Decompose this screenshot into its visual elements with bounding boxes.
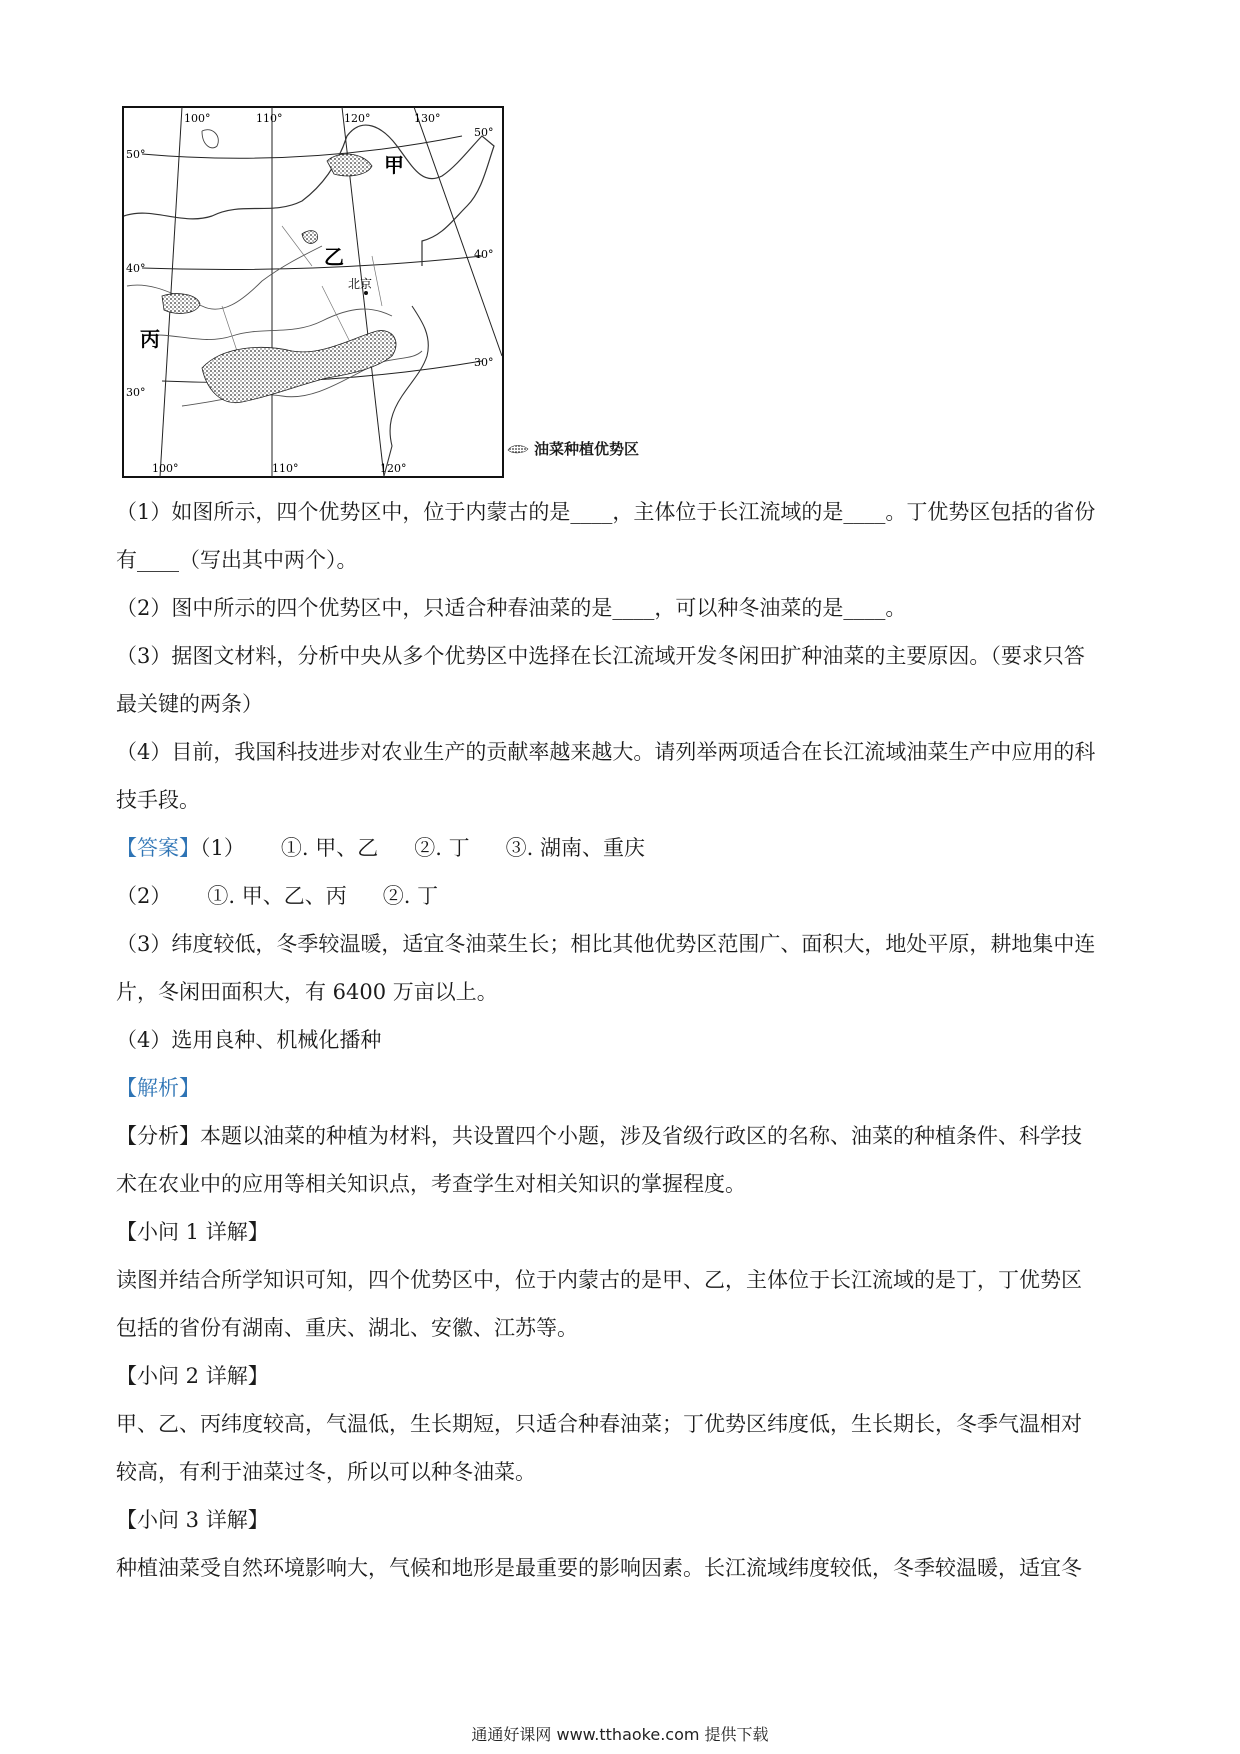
lat-label: 40° [474, 248, 494, 261]
page-footer: 通通好课网 www.tthaoke.com 提供下载 [471, 1725, 769, 1744]
lat-label: 30° [126, 386, 146, 399]
question-3-line-2: 最关键的两条） [116, 692, 263, 716]
lon-label: 100° [152, 462, 179, 475]
lon-label: 130° [414, 112, 441, 125]
answer-3-line-1: （3）纬度较低，冬季较温暖，适宜冬油菜生长；相比其他优势区范围广、面积大，地处平原，耕地集中连 [116, 932, 1096, 956]
lon-label: 120° [344, 112, 371, 125]
answer-1 [116, 824, 1126, 872]
detail-2-line-2: 较高，有利于油菜过冬，所以可以种冬油菜。 [116, 1460, 536, 1484]
detail-1-line-1: 读图并结合所学知识可知，四个优势区中，位于内蒙古的是甲、乙，主体位于长江流域的是丁，丁优势区 [116, 1268, 1082, 1292]
detail-1-line-2: 包括的省份有湖南、重庆、湖北、安徽、江苏等。 [116, 1316, 578, 1340]
answer-3-line-2: 片，冬闲田面积大，有 6400 万亩以上。 [116, 980, 498, 1004]
analysis-line-1: 【分析】本题以油菜的种植为材料，共设置四个小题，涉及省级行政区的名称、油菜的种植条件、科学技 [116, 1124, 1082, 1148]
region-jia-label: 甲 [384, 153, 404, 177]
map-legend [506, 438, 639, 459]
question-4-line-2: 技手段。 [116, 788, 200, 812]
detail-2-line-1: 甲、乙、丙纬度较高，气温低，生长期短，只适合种春油菜；丁优势区纬度低，生长期长，冬季气温相对 [116, 1412, 1082, 1436]
detail-2-title: 【小问 2 详解】 [116, 1364, 269, 1388]
question-4-line-1: （4）目前，我国科技进步对农业生产的贡献率越来越大。请列举两项适合在长江流域油菜生产中应用的科 [116, 740, 1096, 764]
city-beijing-label: 北京 [348, 277, 373, 291]
answer-2-part-2: ②. 丁 [382, 884, 439, 908]
answer-4: （4）选用良种、机械化播种 [116, 1028, 382, 1052]
question-1-line-1: （1）如图所示，四个优势区中，位于内蒙古的是____，主体位于长江流域的是____。丁优势区包括的省份 [116, 500, 1096, 524]
lon-label: 110° [256, 112, 283, 125]
detail-1-title: 【小问 1 详解】 [116, 1220, 269, 1244]
answer-1-num: （1） [200, 836, 245, 860]
rapeseed-map [122, 106, 504, 478]
map-figure [122, 106, 504, 478]
answer-1-part-2: ②. 丁 [414, 836, 470, 860]
lon-label: 120° [380, 462, 407, 475]
lat-label: 40° [126, 262, 146, 275]
map-frame [123, 107, 503, 477]
lon-label: 110° [272, 462, 299, 475]
answer-2-num: （2） [116, 884, 172, 908]
legend-swatch [506, 442, 530, 456]
lat-label: 50° [126, 148, 146, 161]
answer-label: 【答案】 [116, 836, 200, 860]
lon-label: 100° [184, 112, 211, 125]
answer-1-part-3: ③. 湖南、重庆 [505, 836, 645, 860]
city-beijing-dot [364, 291, 368, 295]
detail-3-title: 【小问 3 详解】 [116, 1508, 269, 1532]
answer-2-part-1: ①. 甲、乙、丙 [207, 884, 347, 908]
question-3-line-1: （3）据图文材料，分析中央从多个优势区中选择在长江流域开发冬闲田扩种油菜的主要原因。（要求只答 [116, 644, 1085, 668]
answer-1-part-1: ①. 甲、乙 [280, 836, 379, 860]
analysis-label: 【解析】 [116, 1076, 200, 1100]
lat-label: 50° [474, 126, 494, 139]
lat-label: 30° [474, 356, 494, 369]
region-bing-label: 丙 [140, 327, 160, 351]
legend-label: 油菜种植优势区 [534, 440, 640, 458]
question-1-line-2: 有____（写出其中两个）。 [116, 548, 358, 572]
document-body [116, 488, 1126, 1592]
detail-3-line-1: 种植油菜受自然环境影响大，气候和地形是最重要的影响因素。长江流域纬度较低，冬季较温暖，适宜冬 [116, 1556, 1082, 1580]
answer-2 [116, 872, 1126, 920]
question-2: （2）图中所示的四个优势区中，只适合种春油菜的是____，可以种冬油菜的是____。 [116, 596, 907, 620]
analysis-line-2: 术在农业中的应用等相关知识点，考查学生对相关知识的掌握程度。 [116, 1172, 746, 1196]
region-yi-label: 乙 [324, 245, 344, 269]
